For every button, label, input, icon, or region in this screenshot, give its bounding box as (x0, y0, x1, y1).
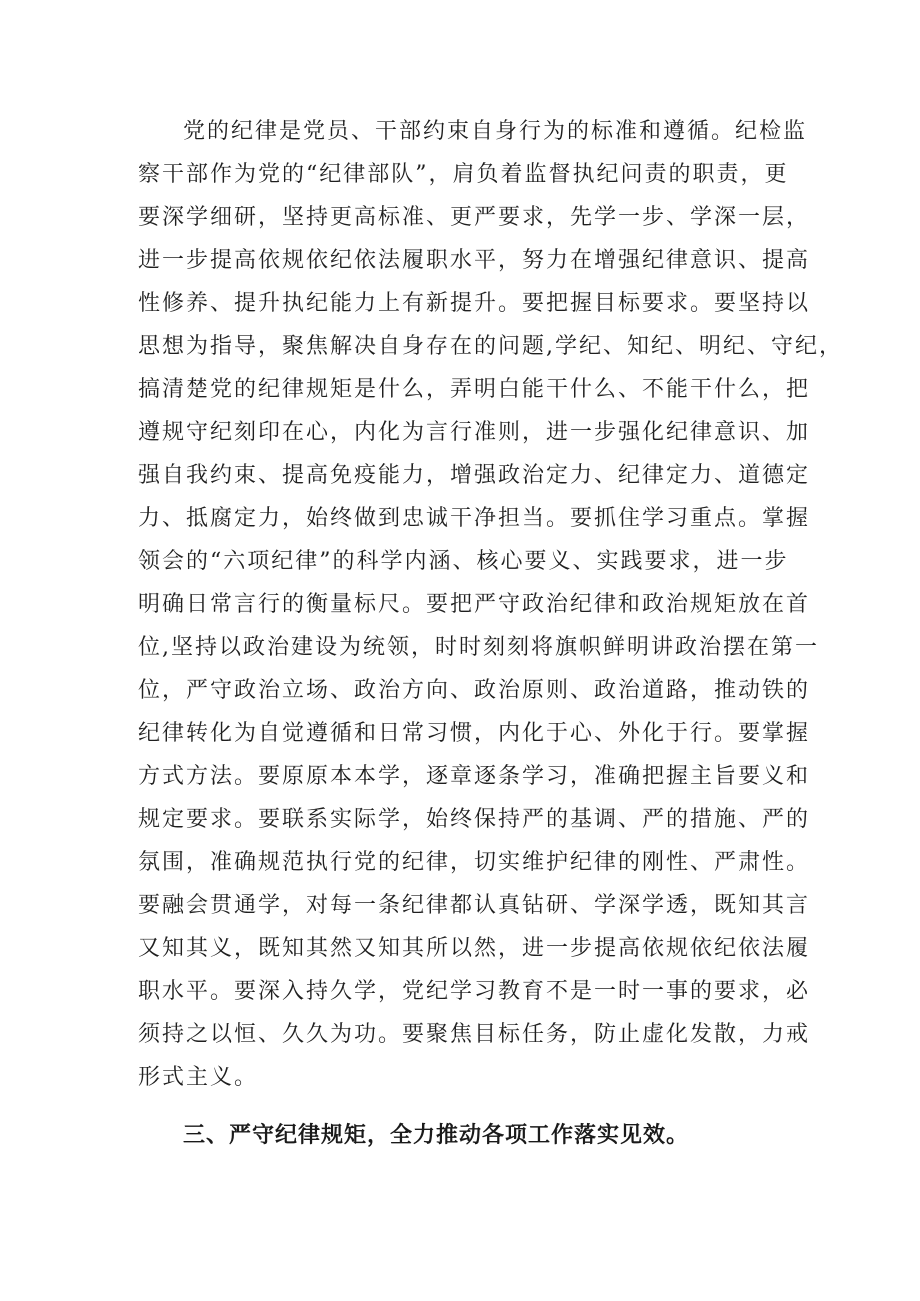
paragraph-line: 氛围，准确规范执行党的纪律，切实维护纪律的刚性、严肃性。 (138, 850, 811, 875)
section-heading: 三、严守纪律规矩，全力推动各项工作落实见效。 (183, 1123, 690, 1148)
paragraph-line: 察干部作为党的“纪律部队”，肩负着监督执纪问责的职责，更 (138, 162, 789, 187)
paragraph-line: 遵规守纪刻印在心，内化为言行准则，进一步强化纪律意识、加 (138, 420, 811, 445)
paragraph-line: 力、抵腐定力，始终做到忠诚干净担当。要抓住学习重点。掌握 (138, 506, 811, 531)
paragraph-line: 位,坚持以政治建设为统领，时时刻刻将旗帜鲜明讲政治摆在第一 (138, 635, 819, 660)
paragraph-line: 强自我约束、提高免疫能力，增强政治定力、纪律定力、道德定 (138, 463, 811, 488)
paragraph-line: 党的纪律是党员、干部约束自身行为的标准和遵循。纪检监 (183, 119, 808, 144)
paragraph-line: 纪律转化为自觉遵循和日常习惯，内化于心、外化于行。要掌握 (138, 721, 811, 746)
paragraph-line: 形式主义。 (138, 1065, 259, 1090)
paragraph-line: 规定要求。要联系实际学，始终保持严的基调、严的措施、严的 (138, 807, 811, 832)
paragraph-line: 要深学细研，坚持更高标准、更严要求，先学一步、学深一层， (138, 205, 811, 230)
paragraph-line: 思想为指导，聚焦解决自身存在的问题,学纪、知纪、明纪、守纪， (138, 334, 843, 359)
paragraph-line: 明确日常言行的衡量标尺。要把严守政治纪律和政治规矩放在首 (138, 592, 811, 617)
paragraph-line: 进一步提高依规依纪依法履职水平，努力在增强纪律意识、提高 (138, 248, 811, 273)
paragraph-line: 要融会贯通学，对每一条纪律都认真钻研、学深学透，既知其言 (138, 893, 811, 918)
paragraph-line: 职水平。要深入持久学，党纪学习教育不是一时一事的要求，必 (138, 979, 811, 1004)
paragraph-line: 搞清楚党的纪律规矩是什么，弄明白能干什么、不能干什么，把 (138, 377, 811, 402)
paragraph-line: 方式方法。要原原本本学，逐章逐条学习，准确把握主旨要义和 (138, 764, 811, 789)
paragraph-line: 位，严守政治立场、政治方向、政治原则、政治道路，推动铁的 (138, 678, 811, 703)
paragraph-line: 又知其义，既知其然又知其所以然，进一步提高依规依纪依法履 (138, 936, 811, 961)
paragraph-line: 须持之以恒、久久为功。要聚焦目标任务，防止虚化发散，力戒 (138, 1022, 811, 1047)
paragraph-line: 性修养、提升执纪能力上有新提升。要把握目标要求。要坚持以 (138, 291, 811, 316)
body-paragraph (138, 110, 843, 1099)
paragraph-line: 领会的“六项纪律”的科学内涵、核心要义、实践要求，进一步 (138, 549, 789, 574)
